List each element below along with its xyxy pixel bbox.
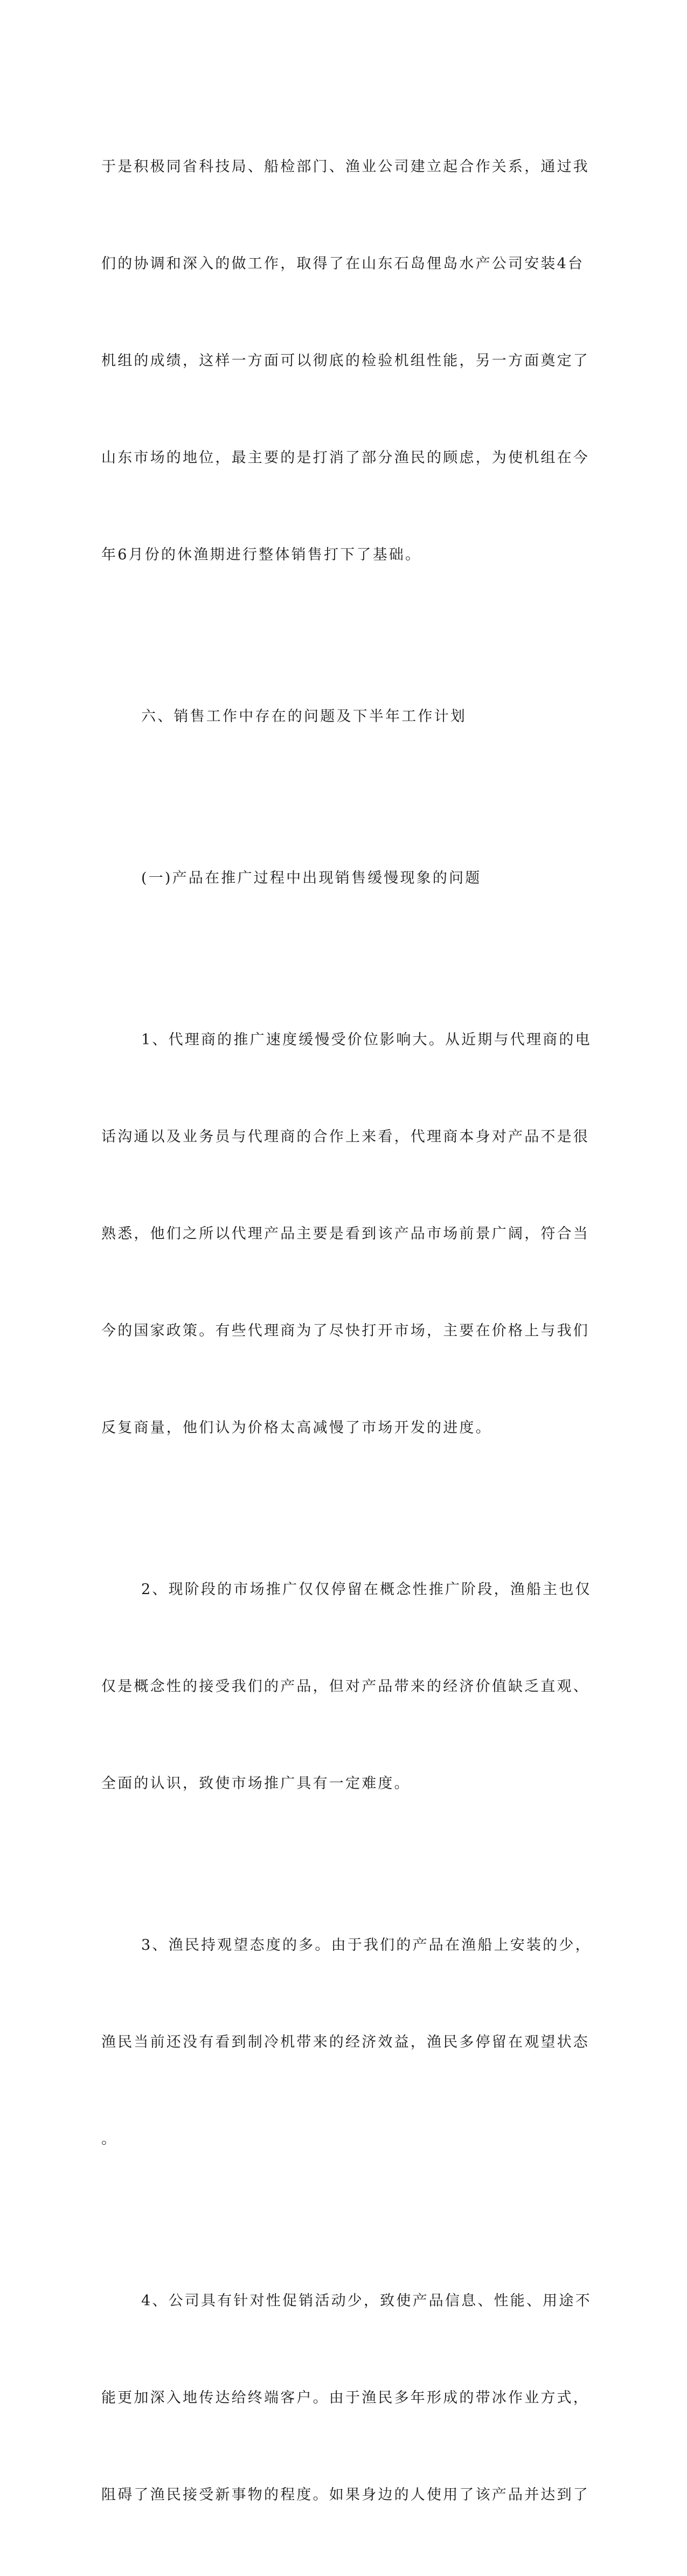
text-line: 山东市场的地位，最主要的是打消了部分渔民的顾虑，为使机组在今 [101, 449, 589, 466]
text-line: 仅是概念性的接受我们的产品，但对产品带来的经济价值缺乏直观、 [101, 1678, 589, 1695]
text-line: 能更加深入地传达给终端客户。由于渔民多年形成的带冰作业方式， [101, 2390, 589, 2406]
text-line: 于是积极同省科技局、船检部门、渔业公司建立起合作关系，通过我 [101, 158, 589, 175]
text-line: 机组的成绩，这样一方面可以彻底的检验机组性能，另一方面奠定了 [101, 352, 589, 369]
text-line: 3、渔民持观望态度的多。由于我们的产品在渔船上安装的少， [141, 1937, 592, 1954]
body-text [101, 86, 592, 2576]
text-line: 。 [101, 2131, 118, 2148]
subsection-heading [101, 798, 570, 959]
section-heading [101, 636, 570, 798]
list-item-1 [101, 959, 592, 1509]
subheading-line: (一)产品在推广过程中出现销售缓慢现象的问题 [141, 870, 482, 887]
text-line: 话沟通以及业务员与代理商的合作上来看，代理商本身对产品不是很 [101, 1128, 589, 1145]
text-line: 4、公司具有针对性促销活动少，致使产品信息、性能、用途不 [141, 2293, 592, 2309]
text-line: 们的协调和深入的做工作，取得了在山东石岛俚岛水产公司安装4台 [101, 255, 585, 272]
paragraph-cooperation [101, 86, 589, 636]
text-line: 1、代理商的推广速度缓慢受价位影响大。从近期与代理商的电 [141, 1031, 592, 1048]
list-item-2 [101, 1509, 592, 1865]
text-line: 年6月份的休渔期进行整体销售打下了基础。 [101, 546, 422, 563]
heading-line: 六、销售工作中存在的问题及下半年工作计划 [141, 708, 467, 725]
list-item-4 [101, 2220, 592, 2576]
text-line: 熟悉，他们之所以代理产品主要是看到该产品市场前景广阔，符合当 [101, 1225, 589, 1242]
text-line: 渔民当前还没有看到制冷机带来的经济效益，渔民多停留在观望状态 [101, 2034, 589, 2051]
list-item-3 [101, 1865, 592, 2220]
text-line: 今的国家政策。有些代理商为了尽快打开市场，主要在价格上与我们 [101, 1322, 589, 1339]
text-line: 2、现阶段的市场推广仅仅停留在概念性推广阶段，渔船主也仅 [141, 1581, 592, 1598]
text-line: 反复商量，他们认为价格太高减慢了市场开发的进度。 [101, 1419, 492, 1436]
text-line: 阻碍了渔民接受新事物的程度。如果身边的人使用了该产品并达到了 [101, 2487, 589, 2503]
text-line: 全面的认识，致使市场推广具有一定难度。 [101, 1775, 411, 1792]
